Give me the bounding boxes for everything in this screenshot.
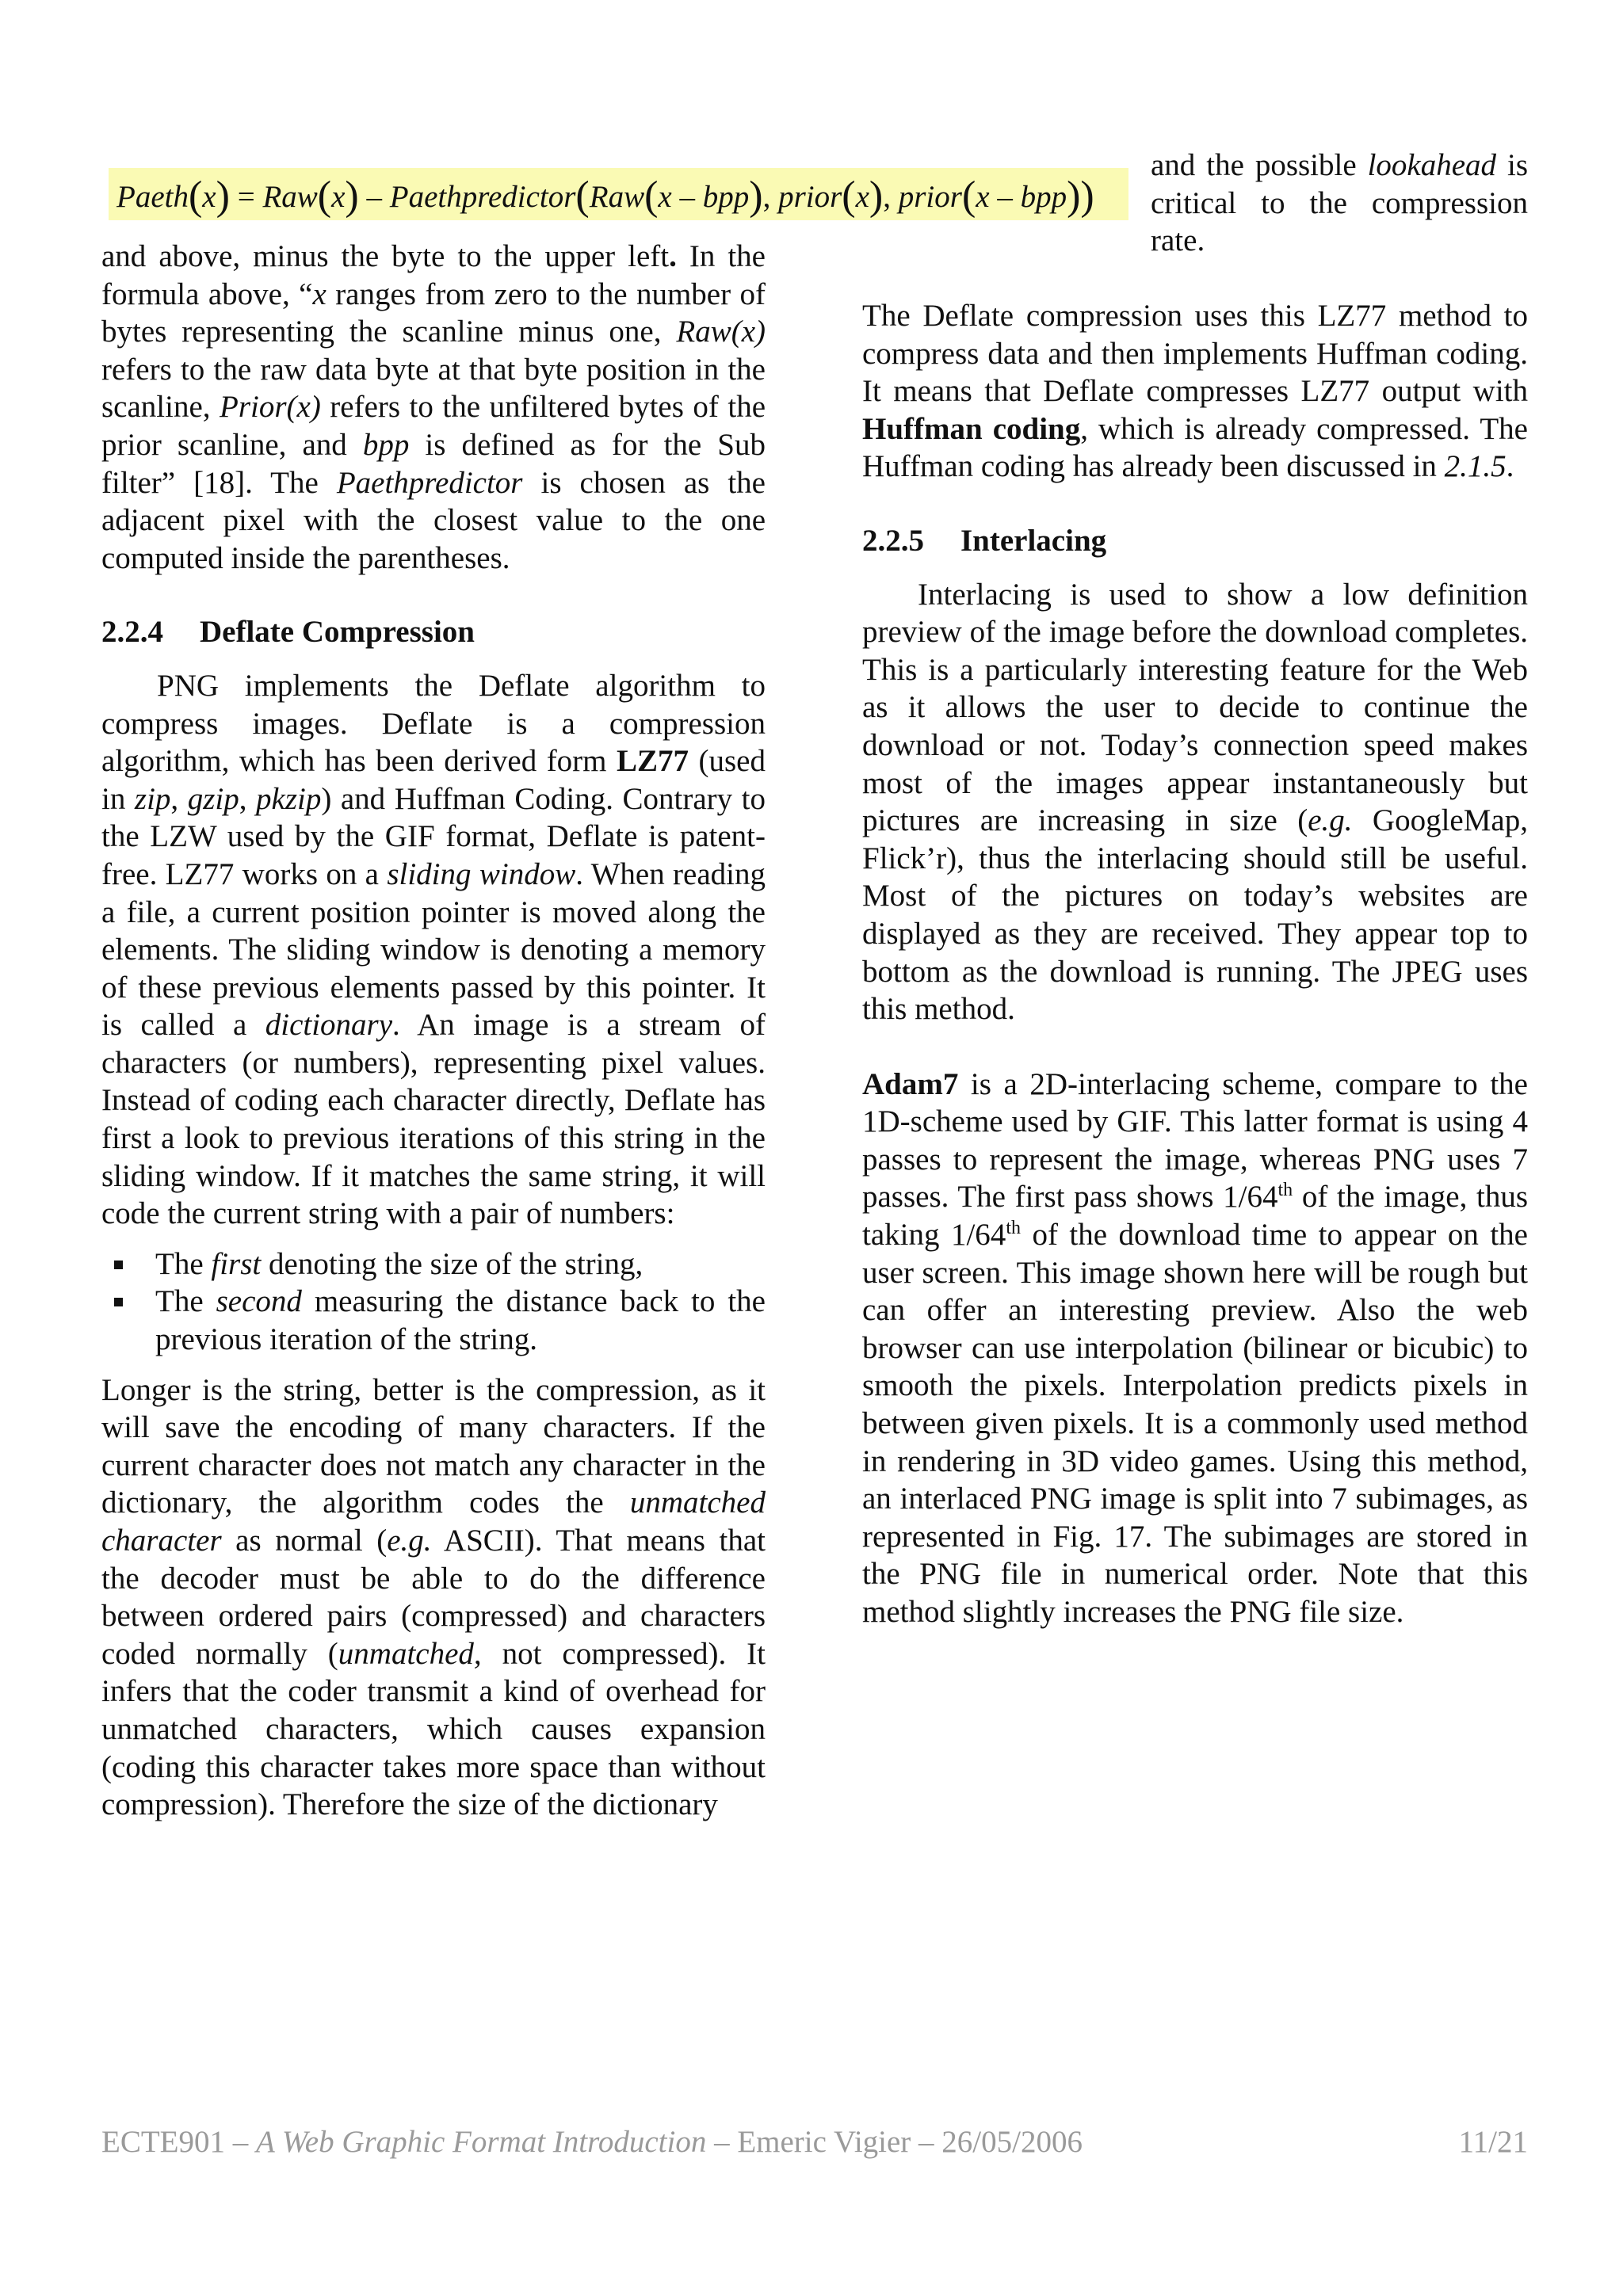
bullet-square-icon [114, 1298, 123, 1306]
list-item: The first denoting the size of the string, [101, 1245, 766, 1283]
paeth-formula: Paeth(x) = Raw(x) – Paethpredictor(Raw(x – bpp), prior(x), prior(x – bpp)) [109, 168, 1128, 220]
section-heading-2-2-5: 2.2.5 Interlacing [862, 523, 1107, 558]
interlacing-paragraph: Interlacing is used to show a low definition preview of the image before the download completes. This is a particularly interesting feature for the Web as it allows the user to decide to continue the download or not. Today’s connection speed makes most of the images appear instantaneously but pictures are increasing in size (e.g. GoogleMap, Flick’r), thus the interlacing should still be useful. Most of the pictures on today’s websites are displayed as they are received. They appear top to bottom as the download is running. The JPEG uses this method. [862, 577, 1528, 1027]
pair-bullet-list [101, 1245, 766, 1359]
section-heading-2-2-4: 2.2.4 Deflate Compression [101, 615, 475, 650]
left-column [101, 238, 766, 1824]
paeth-paragraph: and above, minus the byte to the upper left. In the formula above, “x ranges from zero to the number of bytes representing the scanline minus one, Raw(x) refers to the raw data byte at that byte position in the scanline, Prior(x) refers to the unfiltered bytes of the prior scanline, and bpp is defined as for the Sub filter” [18]. The Paethpredictor is chosen as the adjacent pixel with the closest value to the one computed inside the parentheses. [101, 239, 766, 575]
huffman-paragraph: The Deflate compression uses this LZ77 method to compress data and then implements Huffman coding. It means that Deflate compresses LZ77 output with Huffman coding, which is already compressed. The Huffman coding has already been discussed in 2.1.5. [862, 299, 1528, 484]
deflate-paragraph: PNG implements the Deflate algorithm to compress images. Deflate is a compression algorithm, which has been derived form LZ77 (used in zip, gzip, pkzip) and Huffman Coding. Contrary to the LZW used by the GIF format, Deflate is patent-free. LZ77 works on a sliding window. When reading a file, a current position pointer is moved along the elements. The sliding window is denoting a memory of these previous elements passed by this pointer. It is called a dictionary. An image is a stream of characters (or numbers), representing pixel values. Instead of coding each character directly, Deflate has first a look to previous iterations of this string in the sliding window. If it matches the same string, it will code the current string with a pair of numbers: [101, 668, 766, 1231]
bullet-square-icon [114, 1261, 123, 1269]
lookahead-text: and the possible lookahead is critical to the compression rate. [1151, 148, 1529, 258]
compression-paragraph: Longer is the string, better is the compression, as it will save the encoding of many characters. If the current character does not match any character in the dictionary, the algorithm codes the unmatched character as normal (e.g. ASCII). That means that the decoder must be able to do the difference between ordered pairs (compressed) and characters coded normally (unmatched, not compressed). It infers that the coder transmit a kind of overhead for unmatched characters, which causes expansion (coding this character takes more space than without compression). Therefore the size of the dictionary [101, 1372, 766, 1822]
page-footer: ECTE901 – A Web Graphic Format Introduction – Emeric Vigier – 26/05/2006 11/21 [101, 2123, 1528, 2161]
right-column [862, 297, 1528, 1631]
page-number: 11/21 [1458, 2125, 1528, 2159]
list-item: The second measuring the distance back to the previous iteration of the string. [101, 1283, 766, 1358]
adam7-paragraph: Adam7 is a 2D-interlacing scheme, compare to the 1D-scheme used by GIF. This latter format is using 4 passes to represent the image, whereas PNG uses 7 passes. The first pass shows 1/64th of the image, thus taking 1/64th of the download time to appear on the user screen. This image shown here will be rough but can offer an interesting preview. Also the web browser can use interpolation (bilinear or bicubic) to smooth the pixels. Interpolation predicts pixels in between given pixels. It is a commonly used method in rendering in 3D video games. Using this method, an interlaced PNG image is split into 7 subimages, as represented in Fig. 17. The subimages are stored in the PNG file in numerical order. Note that this method slightly increases the PNG file size. [862, 1066, 1529, 1629]
